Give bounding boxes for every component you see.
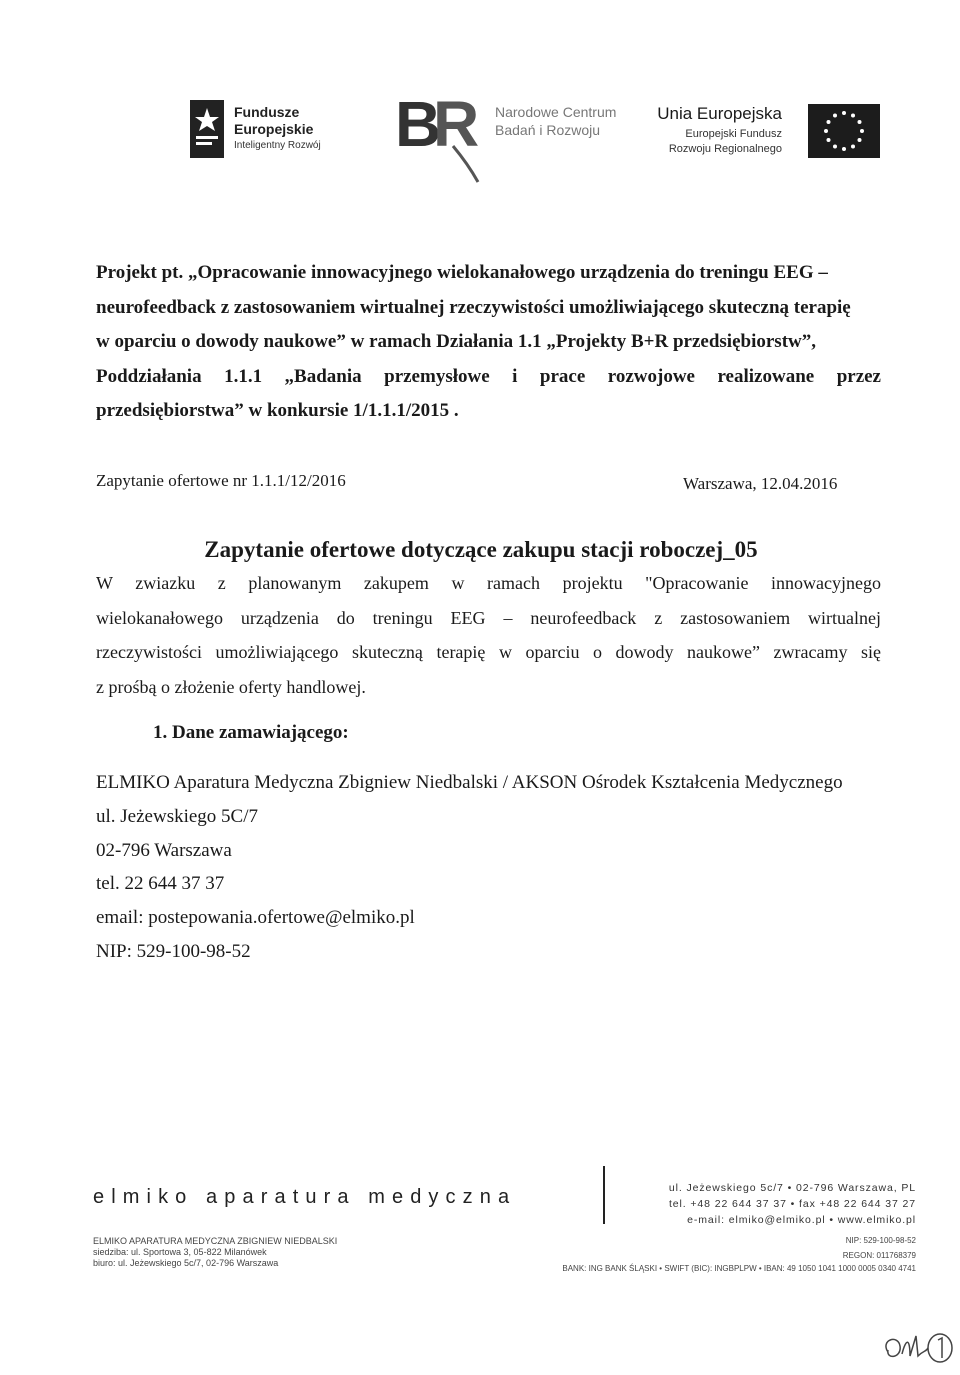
project-line-4: Poddziałania 1.1.1 „Badania przemysłowe i prace rozwojowe realizowane przez bbox=[96, 365, 881, 387]
contact-street: ul. Jeżewskiego 5C/7 bbox=[96, 805, 259, 827]
ncbr-logo-line2: Badań i Rozwoju bbox=[495, 122, 601, 138]
contact-company: ELMIKO Aparatura Medyczna Zbigniew Niedbalski / AKSON Ośrodek Kształcenia Medycznego bbox=[96, 772, 843, 793]
footer-left-line1: ELMIKO APARATURA MEDYCZNA ZBIGNIEW NIEDBALSKI bbox=[93, 1236, 338, 1246]
fundusze-europejskie-logo bbox=[190, 100, 350, 160]
intro-line-1: W zwiazku z planowanym zakupem w ramach projektu "Opracowanie innowacyjnego bbox=[96, 573, 881, 593]
footer-left-line2: siedziba: ul. Sportowa 3, 05-822 Milanówek bbox=[93, 1247, 267, 1257]
reference-number: Zapytanie ofertowe nr 1.1.1/12/2016 bbox=[96, 471, 346, 490]
intro-line-2: wielokanałowego urządzenia do treningu EEG – neurofeedback z zastosowaniem wirtualnej bbox=[96, 607, 881, 628]
footer-left-line3: biuro: ul. Jeżewskiego 5c/7, 02-796 Warszawa bbox=[93, 1258, 279, 1268]
footer-brand: elmiko aparatura medyczna bbox=[93, 1186, 517, 1208]
fe-star-flag-icon bbox=[190, 100, 224, 158]
project-title bbox=[96, 256, 881, 429]
handwritten-signature-icon bbox=[876, 1330, 956, 1366]
project-line-2: neurofeedback z zastosowaniem wirtualnej rzeczywistości umożliwiającego skuteczną terapię bbox=[96, 296, 851, 318]
contact-city: 02-796 Warszawa bbox=[96, 839, 232, 861]
ue-logo-line3: Rozwoju Regionalnego bbox=[668, 143, 782, 155]
intro-line-4: z prośbą o złożenie oferty handlowej. bbox=[96, 676, 366, 697]
contact-block bbox=[96, 766, 843, 969]
footer-regon: REGON: 011768379 bbox=[842, 1251, 916, 1260]
fe-logo-line1: Fundusze bbox=[234, 104, 300, 120]
fe-logo-line2: Europejskie bbox=[234, 121, 314, 137]
section-heading: 1. Dane zamawiającego: bbox=[153, 722, 349, 743]
ue-logo-line1: Unia Europejska bbox=[657, 104, 782, 123]
intro-paragraph bbox=[96, 566, 881, 704]
footer-divider bbox=[603, 1166, 605, 1224]
footer-contact-info bbox=[636, 1180, 916, 1228]
eu-flag-icon bbox=[808, 104, 880, 158]
footer-right-email: e-mail: elmiko@elmiko.pl • www.elmiko.pl bbox=[687, 1214, 916, 1226]
contact-email: email: postepowania.ofertowe@elmiko.pl bbox=[96, 907, 415, 929]
footer-company-info bbox=[93, 1236, 337, 1269]
place-date: Warszawa, 12.04.2016 bbox=[683, 474, 838, 493]
unia-europejska-logo bbox=[616, 102, 886, 162]
svg-text:B: B bbox=[395, 88, 442, 160]
document-title: Zapytanie ofertowe dotyczące zakupu stacji roboczej_05 bbox=[204, 537, 758, 562]
ncbr-logo-line1: Narodowe Centrum bbox=[495, 104, 617, 120]
ncbr-monogram-icon bbox=[393, 84, 493, 184]
fe-logo-line3: Inteligentny Rozwój bbox=[234, 140, 321, 151]
project-line-5: przedsiębiorstwa” w konkursie 1/1.1.1/2015 . bbox=[96, 400, 459, 421]
contact-phone: tel. 22 644 37 37 bbox=[96, 873, 225, 895]
contact-nip: NIP: 529-100-98-52 bbox=[96, 940, 251, 962]
footer-nip: NIP: 529-100-98-52 bbox=[845, 1236, 916, 1245]
footer-right-phone: tel. +48 22 644 37 37 • fax +48 22 644 37 27 bbox=[668, 1198, 916, 1210]
footer-bank: BANK: ING BANK ŚLĄSKI • SWIFT (BIC): INGBPLPW • IBAN: 49 1050 1041 1000 0005 0340 4741 bbox=[562, 1264, 916, 1273]
ue-logo-line2: Europejski Fundusz bbox=[685, 128, 782, 140]
intro-line-3: rzeczywistości umożliwiającego skuteczną terapię w oparciu o dowody naukowe” zwracamy się bbox=[96, 642, 881, 662]
ncbr-logo bbox=[393, 84, 623, 184]
footer-right-address: ul. Jeżewskiego 5c/7 • 02-796 Warszawa, PL bbox=[668, 1182, 916, 1194]
svg-text:R: R bbox=[433, 88, 480, 160]
project-line-1: Projekt pt. „Opracowanie innowacyjnego wielokanałowego urządzenia do treningu EEG – bbox=[96, 262, 828, 283]
project-line-3: w oparciu o dowody naukowe” w ramach Działania 1.1 „Projekty B+R przedsiębiorstw”, bbox=[96, 331, 816, 352]
